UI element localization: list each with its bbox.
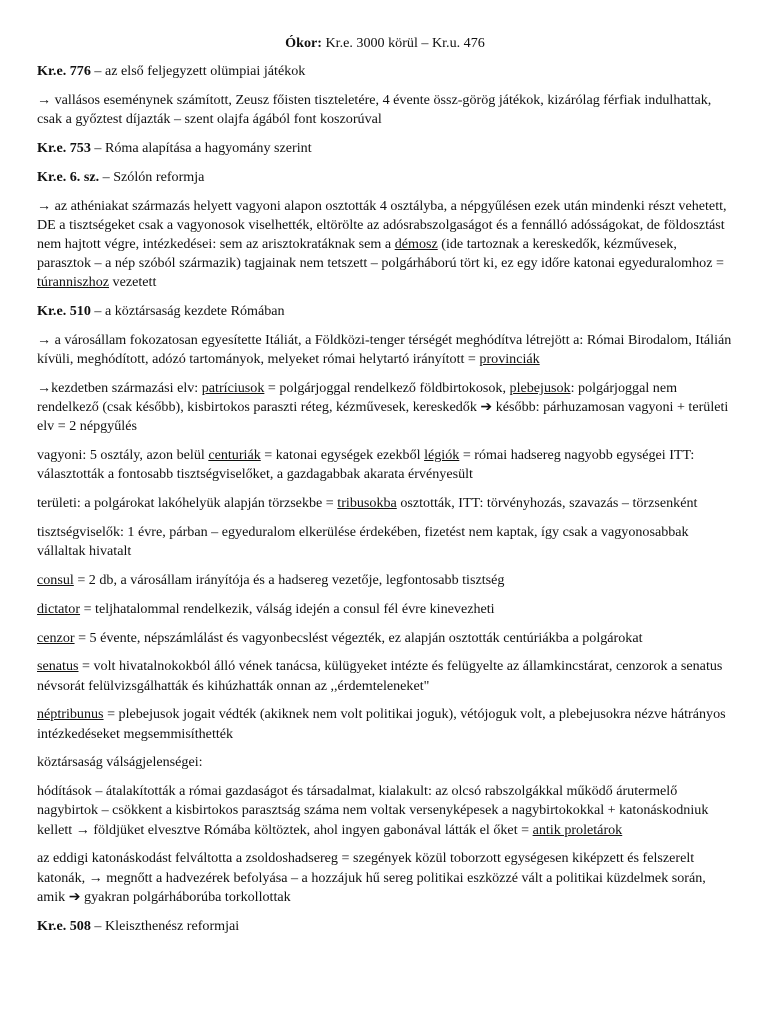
text-run: = teljhatalommal rendelkezik, válság idején a consul fél évre kinevezheti [80,600,495,617]
paragraph [37,657,733,695]
text-run: vezetett [109,274,157,291]
underlined-term: consul [37,572,74,588]
text-run: = katonai egységek ezekből [260,447,425,464]
underlined-term: antik proletárok [532,821,623,838]
text-run: → a városállam fokozatosan egyesítette Itáliát, a Földközi-tenger térségét meghódítva létrejött a: Római Birodalom, Itálián kívüli, meghódított, adózó tartományok, melyeket római helytartó irányított = [37,332,732,368]
text-run: = 2 db, a városállam irányítója és a hadsereg vezetője, legfontosabb tisztség [73,572,505,588]
bold-text: Kr.e. 508 [37,917,91,934]
text-run: = plebejusok jogait védték (akiknek nem volt politikai joguk), vétójoguk volt, a plebejusokra nézve hátrányos intézkedéseket megsemmisíthették [37,706,726,742]
paragraph [37,331,733,369]
bold-text: Kr.e. 753 [37,140,91,156]
underlined-term: néptribunus [37,706,104,723]
paragraph [37,91,733,129]
paragraph [37,62,733,81]
text-run: →kezdetben származási elv: [37,380,202,396]
underlined-term: plebejusok [509,380,571,396]
underlined-term: légiók [424,447,460,464]
text-run: – az első feljegyzett olümpiai játékok [90,63,306,80]
text-run: az eddigi katonáskodást felváltotta a zsoldoshadsereg = szegények közül toborzott egységesen kiképzett és felszerelt katonák, → megnőtt a hadvezérek befolyása – a hozzájuk hű sereg politikai eszközzé vált a politikai küzdelmek során, amik ➔ gyakran polgárháborúba torkollottak [37,850,706,905]
bold-text: Kr.e. 510 [37,303,91,320]
text-run: Kr.e. 3000 körül – Kr.u. 476 [321,35,485,51]
text-run: = polgárjoggal rendelkező földbirtokosok, [264,380,510,396]
bold-text: Ókor: [285,35,322,51]
page-title [37,34,733,53]
underlined-term: túranniszhoz [37,274,110,291]
text-run: vagyoni: 5 osztály, azon belül [37,447,209,464]
paragraph [37,302,733,321]
text-run: – Kleiszthenész reformjai [90,917,240,934]
underlined-term: tribusokba [337,495,397,512]
bold-text: Kr.e. 776 [37,63,91,80]
paragraph [37,168,733,187]
underlined-term: provinciák [479,351,540,368]
paragraph [37,600,733,619]
text-run: = volt hivatalnokokból álló vének tanácsa, külügyeket intézte és felügyelte az államkincstárat, cenzorok a senatus névsorát felülvizsgálhatták és kihúzhatták onnan az ,,érdemteleneket" [37,658,723,694]
text-run: – a köztársaság kezdete Rómában [90,303,285,320]
paragraph [37,446,733,484]
underlined-term: patríciusok [201,380,265,396]
text-run: = 5 évente, népszámlálást és vagyonbecslést végezték, ez alapján osztották centúriákba a polgárokat [74,629,643,646]
text-run: = római hadsereg nagyobb egységei ITT: választották a fontosabb tisztségviselőket, a gazdagabbak akarata érvényesült [37,447,695,483]
text-run: (ide tartoznak a kereskedők, kézművesek, parasztok – a nép szóból származik) tagjainak nem tetszett – polgárháború tört ki, ez egy időre katonai egyeduralomhoz = [37,236,724,272]
paragraph [37,494,733,513]
paragraph [37,379,733,437]
paragraph [37,197,733,293]
paragraph [37,523,733,561]
text-run: területi: a polgárokat lakóhelyük alapján törzsekbe = [37,495,338,512]
underlined-term: démosz [394,236,438,252]
underlined-term: centuriák [208,447,261,464]
text-run: → az athéniakat származás helyett vagyoni alapon osztották 4 osztályba, a népgyűlésen ezek után mindenki részt vehetett, DE a tisztségeket csak a vagyonosok viselhették, eltörölte az adósrabszolgaságot és a fennálló adósságokat, de földosztást nem hajtott végre, intézkedései: sem az arisztokratáknak sem a [37,197,727,252]
text-run: – Róma alapítása a hagyomány szerint [90,140,312,156]
text-run: : polgárjoggal nem rendelkező (csak később), kisbirtokos paraszti réteg, kézművesek, kereskedők ➔ később: párhuzamosan vagyoni + területi elv = 2 népgyűlés [37,380,729,435]
paragraph [37,571,733,590]
paragraph [37,629,733,648]
paragraph [37,753,733,772]
underlined-term: senatus [37,658,79,675]
underlined-term: cenzor [37,629,75,646]
paragraph [37,782,733,840]
text-run: köztársaság válságjelenségei: [37,754,203,771]
paragraph [37,139,733,158]
underlined-term: dictator [37,600,81,617]
text-run: osztották, ITT: törvényhozás, szavazás – törzsenként [396,495,698,512]
paragraph [37,705,733,743]
text-run: → vallásos eseménynek számított, Zeusz főisten tiszteletére, 4 évente össz-görög játékok, kizárólag férfiak indulhattak, csak a győztest díjazták – szent olajfa ágából font koszorúval [37,92,712,128]
bold-text: Kr.e. 6. sz. [37,168,100,185]
document-body [37,62,733,936]
text-run: hódítások – átalakították a római gazdaságot és társadalmat, kialakult: az olcsó rabszolgákkal működő árutermelő nagybirtok – csökkent a kisbirtokos parasztság száma nem voltak versenyképesek a nagybirtokokkal + katonáskodniuk kellett → földjüket elvesztve Rómába költöztek, ahol ingyen gabonával látták el őket = [37,783,709,838]
paragraph [37,849,733,907]
paragraph [37,917,733,936]
text-run: tisztségviselők: 1 évre, párban – egyeduralom elkerülése érdekében, fizetést nem kaptak, így csak a vagyonosabbak vállaltak hivatalt [37,524,689,560]
text-run: – Szólón reformja [99,168,205,185]
